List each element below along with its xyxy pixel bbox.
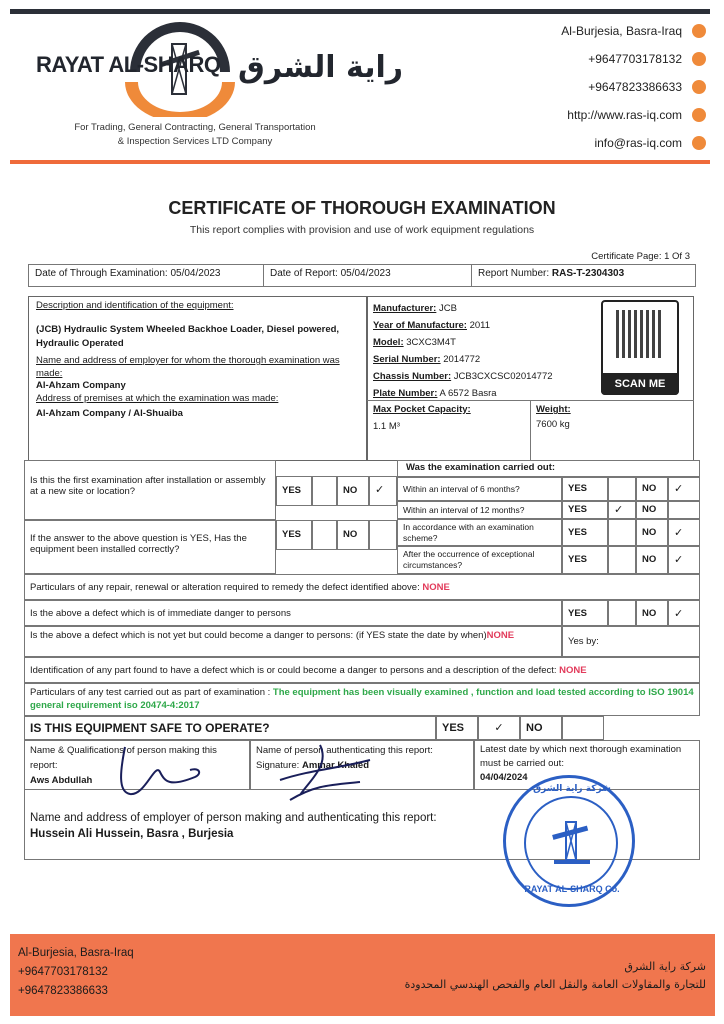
- q1-no-label: NO: [337, 476, 369, 506]
- contact-website[interactable]: http://www.ras-iq.com: [567, 108, 706, 122]
- company-tagline: For Trading, General Contracting, General Transportation & Inspection Services LTD Company: [74, 122, 316, 147]
- question-first-exam: Is this the first examination after installation or assembly at a new site or location?: [24, 460, 276, 520]
- safe-no-label: NO: [520, 716, 562, 740]
- phone-icon: [692, 52, 706, 66]
- c4-yes-label: YES: [562, 546, 608, 574]
- q2-yes-box[interactable]: [312, 520, 337, 550]
- contact-phone-2: +9647823386633: [588, 80, 706, 94]
- scan-me-label: SCAN ME: [601, 373, 679, 395]
- c3-yes-box[interactable]: [608, 519, 636, 546]
- exceptional-circumstances: After the occurrence of exceptional circumstances?: [397, 546, 562, 574]
- mail-icon: [692, 136, 706, 150]
- specs-list: Manufacturer: JCB Year of Manufacture: 2011 Model: 3CXC3M4T Serial Number: 2014772 Chassis Number: JCB3CXCSC02014772 Plate Number: A 6572 Basra: [373, 303, 553, 399]
- contact-address: Al-Burjesia, Basra-Iraq: [561, 24, 706, 38]
- equipment-desc-label: Description and identification of the equipment:: [36, 300, 234, 311]
- yes-by: Yes by:: [562, 626, 700, 657]
- interval-12-months: Within an interval of 12 months?: [397, 501, 562, 519]
- immediate-no-label: NO: [636, 600, 668, 626]
- safe-yes-label: YES: [436, 716, 478, 740]
- company-name-en: RAYAT AL-SHARQ: [36, 52, 221, 77]
- date-of-exam: Date of Through Examination: 05/04/2023: [29, 265, 264, 286]
- footer-contact: Al-Burjesia, Basra-Iraq +9647703178132 +9647823386633: [18, 947, 134, 997]
- carried-out-title: Was the examination carried out:: [397, 460, 700, 477]
- c2-no-label: NO: [636, 501, 668, 519]
- document-title: CERTIFICATE OF THOROUGH EXAMINATION: [168, 198, 556, 218]
- max-capacity: Max Pocket Capacity: 1.1 M³: [373, 404, 471, 432]
- q1-yes-label: YES: [276, 476, 312, 506]
- c2-no-box[interactable]: [668, 501, 700, 519]
- premises-label: Address of premises at which the examination was made:: [36, 393, 279, 404]
- globe-icon: [692, 108, 706, 122]
- certificate-page: Certificate Page: 1 Of 3: [591, 251, 690, 262]
- company-name-ar: راية الشرق: [238, 50, 404, 85]
- footer-company-ar: شركة راية الشرق للتجارة والمقاولات العامة والنقل العام والفحص الهندسي المحدودة: [404, 960, 706, 991]
- c1-yes-box[interactable]: [608, 477, 636, 501]
- employer-details: Name and address of employer of person making and authenticating this report: Hussein Ali Hussein, Basra , Burjesia: [30, 812, 437, 840]
- c2-yes-label: YES: [562, 501, 608, 519]
- immediate-yes-label: YES: [562, 600, 608, 626]
- c4-no-checkbox[interactable]: ✓: [668, 546, 700, 574]
- c4-no-label: NO: [636, 546, 668, 574]
- header-top-bar: [10, 9, 710, 14]
- premises-value: Al-Ahzam Company / Al-Shuaiba: [36, 408, 183, 419]
- header-divider: [10, 160, 710, 164]
- c4-yes-box[interactable]: [608, 546, 636, 574]
- c3-yes-label: YES: [562, 519, 608, 546]
- c2-yes-checkbox[interactable]: ✓: [608, 501, 636, 519]
- q2-no-box[interactable]: [369, 520, 397, 550]
- report-dates-row: [28, 264, 696, 287]
- examination-scheme: In accordance with an examination scheme?: [397, 519, 562, 546]
- q1-no-checkbox[interactable]: ✓: [369, 476, 397, 506]
- future-danger-question: Is the above a defect which is not yet but could become a danger to persons: (if YES state the date by when)NONE: [24, 626, 562, 657]
- weight: Weight: 7600 kg: [536, 404, 571, 430]
- q2-yes-label: YES: [276, 520, 312, 550]
- c1-no-label: NO: [636, 477, 668, 501]
- qr-code-icon: [616, 310, 664, 358]
- c1-no-checkbox[interactable]: ✓: [668, 477, 700, 501]
- defect-identification: Identification of any part found to have a defect which is or could become a danger to persons and a description of the defect: NONE: [24, 657, 700, 683]
- q1-yes-box[interactable]: [312, 476, 337, 506]
- interval-6-months: Within an interval of 6 months?: [397, 477, 562, 501]
- c3-no-checkbox[interactable]: ✓: [668, 519, 700, 546]
- q2-no-label: NO: [337, 520, 369, 550]
- immediate-danger-question: Is the above a defect which is of immediate danger to persons: [24, 600, 562, 626]
- employer-value: Al-Ahzam Company: [36, 380, 126, 391]
- employer-label: Name and address of employer for whom the thorough examination was made:: [36, 355, 340, 379]
- phone-icon: [692, 80, 706, 94]
- c3-no-label: NO: [636, 519, 668, 546]
- company-stamp-icon: شركة راية الشرق RAYAT AL-SHARQ Co.: [503, 775, 635, 907]
- report-number: Report Number: RAS-T-2304303: [478, 268, 625, 279]
- contact-phone-1: +9647703178132: [588, 52, 706, 66]
- equipment-desc-value: (JCB) Hydraulic System Wheeled Backhoe Loader, Diesel powered, Hydraulic Operated: [36, 324, 340, 349]
- safe-yes-checkbox[interactable]: ✓: [478, 716, 520, 740]
- date-of-report: Date of Report: 05/04/2023: [264, 265, 472, 286]
- report-maker: Name & Qualifications of person making this report: Aws Abdullah: [24, 740, 250, 790]
- contact-email[interactable]: info@ras-iq.com: [594, 136, 706, 150]
- report-authenticator: Name of person authenticating this report: Signature: Ammar Khaled: [250, 740, 474, 790]
- safe-no-box[interactable]: [562, 716, 604, 740]
- test-particulars: Particulars of any test carried out as part of examination : The equipment has been visually examined , function and load tested according to ISO 19014 general requirement iso 20474-4:2017: [24, 683, 700, 716]
- next-exam-date: Latest date by which next thorough examination must be carried out: 04/04/2024: [474, 740, 700, 790]
- immediate-yes-box[interactable]: [608, 600, 636, 626]
- document-subtitle: This report complies with provision and use of work equipment regulations: [189, 224, 535, 236]
- location-icon: [692, 24, 706, 38]
- repair-particulars: Particulars of any repair, renewal or alteration required to remedy the defect identified above: NONE: [24, 574, 700, 600]
- question-installed-correctly: If the answer to the above question is YES, Has the equipment been installed correctly?: [24, 520, 276, 574]
- qr-code[interactable]: [601, 300, 679, 395]
- c1-yes-label: YES: [562, 477, 608, 501]
- safe-to-operate-question: IS THIS EQUIPMENT SAFE TO OPERATE?: [24, 716, 436, 740]
- immediate-no-checkbox[interactable]: ✓: [668, 600, 700, 626]
